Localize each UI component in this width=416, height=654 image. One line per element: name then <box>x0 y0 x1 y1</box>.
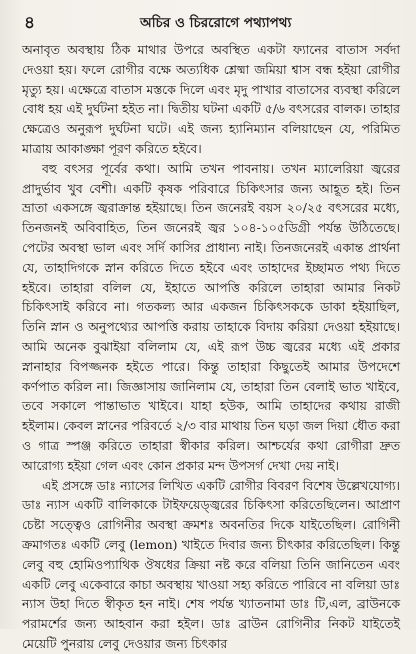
paragraph: বহু বৎসর পূর্বের কথা। আমি তখন পাবনায়। তখন ম্যালেরিয়া জ্বরের প্রাদুর্ভাব খুব বেশী। একটি কৃষক পরিবারে চিকিৎসার জন্য আহূত হই। তিন ভ্রাতা একসঙ্গে জ্বরাক্রান্ত হইয়াছে। তিন জনেরই বয়স ২০/২৫ বৎসরের মধ্যে, তিনজনই অবিবাহিত, তিন জনেরই জ্বর ১০৪-১০৫ডিগ্রী পর্যন্ত উঠিতেছে। পেটের অবস্থা ভাল এবং সর্দি কাসির প্রাধান্য নাই। তিনজনেরই একান্ত প্রার্থনা যে, তাহাদিগকে স্নান করিতে দিতে হইবে এবং তাহাদের ইচ্ছামত পথ্য দিতে হইবে। তাহারা বলিল যে, ইহাতে আপত্তি করিলে তাহারা আমার নিকট চিকিৎসাই করিবে না। গতকল্য আর একজন চিকিৎসককে ডাকা হইয়াছিল, তিনি স্নান ও অনুপথ্যের আপত্তি করায় তাহাকে বিদায় করিয়া দেওয়া হইয়াছে। আমি অনেক বুঝাইয়া বলিলাম যে, এই রূপ উচ্চ জ্বরের মধ্যে এই প্রকার স্নানাহার বিপজ্জনক হইতে পারে। কিন্তু তাহারা কিছুতেই আমার উপদেশে কর্ণপাত করিল না। জিজ্ঞাসায় জানিলাম যে, তাহারা তিন বেলাই ভাত খাইবে, তবে সকালে পান্তাভাত খাইবে। যাহা হউক, আমি তাহাদের কথায় রাজী হইলাম। কেবল স্নানের পরিবর্তে ২/৩ বার মাথায় তিন ঘড়া জল দিয়া ধৌত করা ও গাত্র স্পঞ্জ করিতে তাহারা স্বীকার করিল। আশ্চর্যের কথা রোগীরা দ্রুত আরোগ্য হইয়া গেল এবং কোন প্রকার মন্দ উপসর্গ দেখা দেয় নাই। <box>22 160 400 473</box>
paragraph: অনাবৃত অবস্থায় ঠিক মাথার উপরে অবস্থিত একটা ফ্যানের বাতাস সর্বদা দেওয়া হয়। ফলে রোগীর বক্ষে অত্যধিক শ্লেষ্মা জমিয়া শ্বাস বন্ধ হইয়া রোগীর মৃত্যু হয়। এক্ষেত্রে বাতাস মস্তকে দিলে এবং মৃদু পাখার বাতাসের ব্যবস্থা করিলে বোধ হয় এই দুর্ঘটনা হইত না। দ্বিতীয় ঘটনা একটি ৫/৬ বৎসরের বালক। তাহার ক্ষেত্রেও অনুরূপ দুর্ঘটনা ঘটে। এই জন্য হ্যানিম্যান বলিয়াছেন যে, পরিমিত মাত্রায় আকাঙ্ক্ষা পূরণ করিতে হইবে। <box>22 42 400 156</box>
body-text <box>22 40 400 654</box>
paragraph: এই প্রসঙ্গে ডাঃ ন্যাসের লিখিত একটি রোগীর বিবরণ বিশেষ উল্লেখযোগ্য। ডাঃ ন্যাস একটি বালিকাকে টাইফয়েড্জ্বরের চিকিৎসা করিতেছিলেন। আপ্রাণ চেষ্টা সত্ত্বেও রোগিনীর অবস্থা ক্রমশঃ অবনতির দিকে যাইতেছিল। রোগিনী ক্রমাগতঃ একটি লেবু (lemon) খাইতে দিবার জন্য চীৎকার করিতেছিল। কিন্তু লেবু বহু হোমিওপ্যাথিক ঔষধের ক্রিয়া নষ্ট করে বলিয়া তিনি জানিতেন এবং একটি লেবু একেবারে কাচা অবস্থায় খাওয়া সহ্য করিতে পারিবে না বলিয়া ডাঃ ন্যাস উহা দিতে স্বীকৃত হন নাই। শেষ পর্যন্ত খ্যাতনামা ডাঃ টি,এল, ব্রাউনকে পরামর্শের জন্য আহবান করা হইল। ডাঃ ব্রাউন রোগিনীর নিকট যাইতেই মেয়েটি পুনরায় লেবু দেওয়ার জন্য চিৎকার <box>22 477 400 651</box>
page-header <box>20 8 400 32</box>
running-title: অচির ও চিররোগে পথ্যাপথ্য <box>140 15 292 31</box>
page-number: ৪ <box>24 13 36 33</box>
